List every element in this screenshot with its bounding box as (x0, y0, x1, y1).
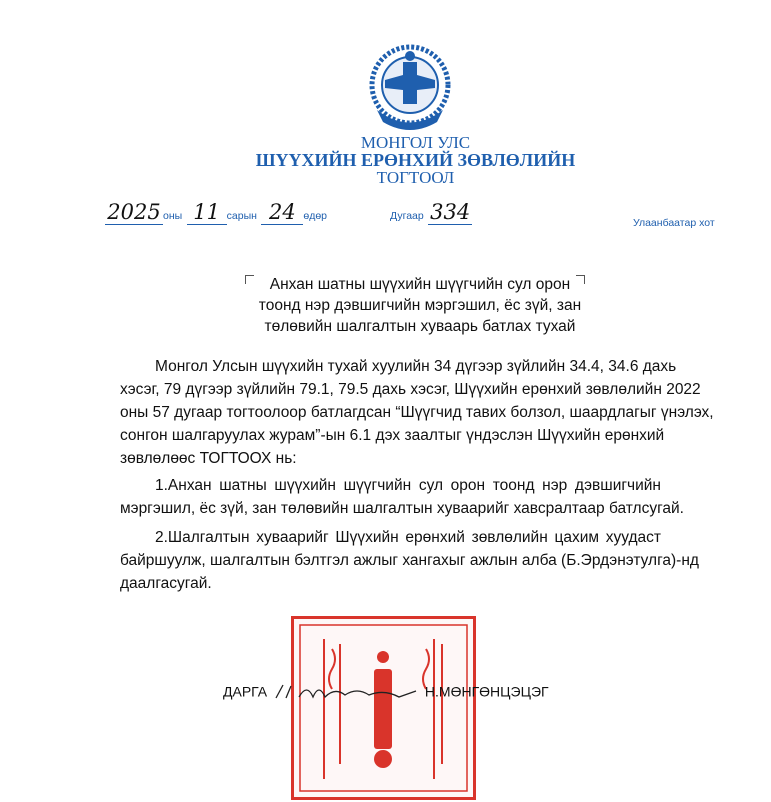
text-line: даалгасугай. (120, 575, 212, 592)
number-value: 334 (430, 200, 471, 224)
text-line: зөвлөлөөс ТОГТООХ нь: (120, 450, 297, 467)
header-institution: ШҮҮХИЙН ЕРӨНХИЙ ЗӨВЛӨЛИЙН (255, 150, 576, 170)
signature-row (223, 683, 549, 703)
text-line: мэргэшил, ёс зүй, зан төлөвийн шалгалтын хуваарийг хавсралтаар батлсугай. (120, 500, 684, 517)
signer-name: Н.МӨНГӨНЦЭЦЭГ (424, 683, 549, 700)
header-doc-type: ТОГТООЛ (376, 168, 455, 187)
day-label: өдөр (303, 210, 328, 222)
text-line: 2.Шалгалтын хуваарийг Шүүхийн ерөнхий зөвлөлийн цахим хуудаст (155, 529, 661, 546)
text-line: оны 57 дугаар тогтоолоор батлагдсан “Шүүгчид тавих болзол, шаардлагыг үнэлэх, (120, 404, 714, 421)
text-line: 1.Анхан шатны шүүхийн шүүгчийн сул орон тоонд нэр дэвшигчийн (155, 477, 661, 494)
preamble-paragraph (120, 355, 714, 470)
month-label: сарын (226, 210, 257, 222)
resolution-item-2 (120, 526, 699, 595)
text-line: хэсэг, 79 дүгээр зүйлийн 79.1, 79.5 дахь хэсэг, Шүүхийн ерөнхий зөвлөлийн 2022 (120, 381, 701, 398)
signer-title: ДАРГА (223, 683, 268, 700)
resolution-item-1 (120, 474, 684, 520)
handwritten-signature (271, 683, 421, 703)
text-line: байршуулж, шалгалтын бэлтгэл ажлыг хангахыг ажлын алба (Б.Эрдэнэтулга)-нд (120, 552, 699, 569)
number-label: Дугаар (390, 210, 424, 222)
title-line: төлөвийн шалгалтын хуваарь батлах тухай (264, 318, 576, 335)
title-line: тоонд нэр дэвшигчийн мэргэшил, ёс зүй, зан (258, 297, 582, 314)
document-title (255, 274, 585, 337)
day-value: 24 (261, 200, 303, 225)
official-stamp (291, 616, 476, 800)
text-line: Монгол Улсын шүүхийн тухай хуулийн 34 дүгээр зүйлийн 34.4, 34.6 дахь (155, 358, 677, 375)
title-line: Анхан шатны шүүхийн шүүгчийн сул орон (269, 276, 571, 293)
year-label: оны (163, 210, 183, 222)
state-emblem (355, 40, 465, 135)
number-row (390, 200, 472, 225)
date-row (105, 200, 327, 225)
city: Улаанбаатар хот (633, 217, 715, 229)
month-value: 11 (187, 200, 227, 225)
text-line: сонгон шалгаруулах журам”-ын 6.1 дэх заалтыг үндэслэн Шүүхийн ерөнхий (120, 427, 665, 444)
header-country: МОНГОЛ УЛС (360, 133, 471, 152)
year-value: 2025 (105, 200, 163, 225)
